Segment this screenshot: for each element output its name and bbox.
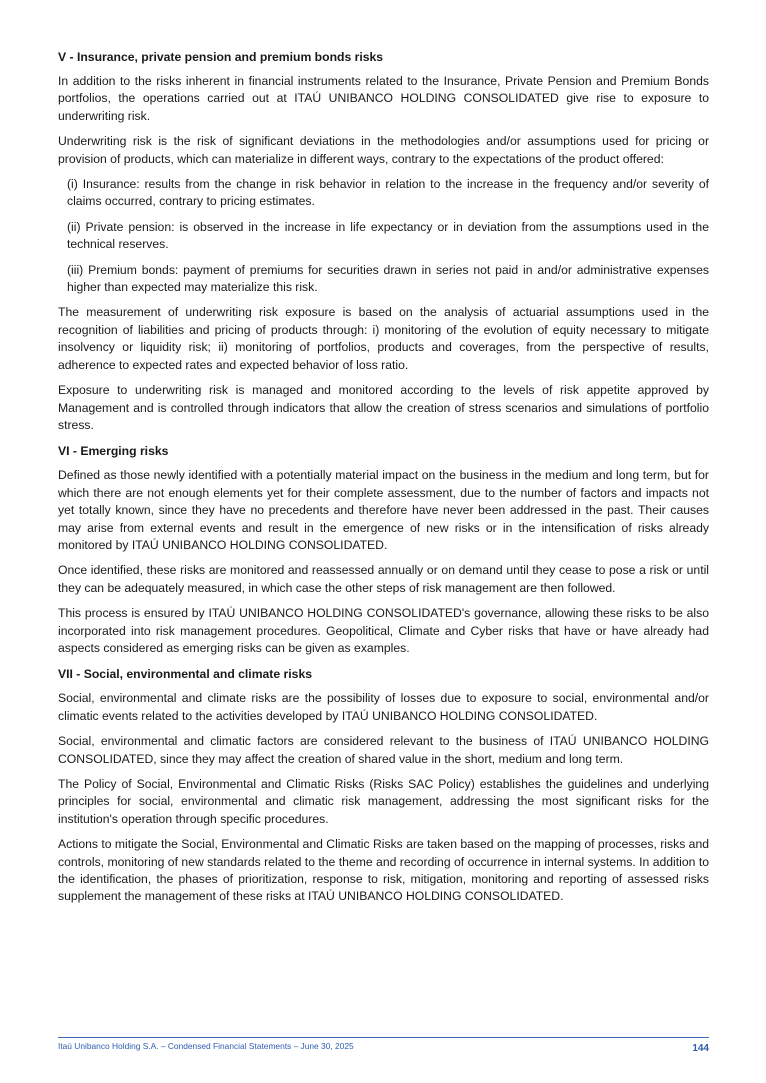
paragraph: Exposure to underwriting risk is managed and monitored according to the levels of risk appetite approved by Management and is controlled through indicators that allow the creation of stress scenarios and simulations of portfolio stress. — [58, 383, 709, 432]
list-item-private-pension: (ii) Private pension: is observed in the increase in life expectancy or in deviation from the assumptions used in the technical reserves. — [67, 219, 709, 252]
list-item-premium-bonds: (iii) Premium bonds: payment of premiums for securities drawn in series not paid in and/or administrative expenses higher than expected may materialize this risk. — [67, 262, 709, 295]
section-heading-emerging-risks: VI - Emerging risks — [58, 444, 169, 459]
paragraph: Once identified, these risks are monitored and reassessed annually or on demand until they cease to pose a risk or until they can be adequately measured, in which case the other steps of risk management are then followed. — [58, 563, 709, 595]
paragraph: Actions to mitigate the Social, Environmental and Climatic Risks are taken based on the mapping of processes, risks and controls, monitoring of new standards related to the theme and recording of occurrence in internal systems. In addition to the identification, the phases of prioritization, response to risk, mitigation, monitoring and reporting of assessed risks supplement the management of these risks at ITAÚ UNIBANCO HOLDING CONSOLIDATED. — [58, 837, 710, 904]
paragraph: Social, environmental and climate risks are the possibility of losses due to exposure to social, environmental and/or climatic events related to the activities developed by ITAÚ UNIBANCO HOLDING CONSOLIDATED. — [58, 691, 709, 723]
paragraph: The Policy of Social, Environmental and Climatic Risks (Risks SAC Policy) establishes the guidelines and underlying principles for social, environmental and climatic risk management, addressing the most significant risks for the institution's operation through specific procedures. — [58, 777, 709, 826]
page-number: 144 — [692, 1043, 709, 1054]
document-body — [58, 48, 709, 914]
list-item-insurance: (i) Insurance: results from the change in risk behavior in relation to the increase in the frequency and/or severity of claims occurred, contrary to pricing estimates. — [67, 177, 709, 209]
page-footer — [58, 1037, 709, 1054]
paragraph: This process is ensured by ITAÚ UNIBANCO HOLDING CONSOLIDATED's governance, allowing these risks to be also incorporated into risk management procedures. Geopolitical, Climate and Cyber risks that have or have already had aspects considered as emerging risks can be given as examples. — [58, 606, 709, 655]
paragraph: The measurement of underwriting risk exposure is based on the analysis of actuarial assumptions used in the recognition of liabilities and pricing of products through: i) monitoring of the evolution of equity necessary to mitigate insolvency or liquidity risk; ii) monitoring of portfolios, products and coverages, from the perspective of results, adherence to expected rates and expected behavior of loss ratio. — [58, 305, 709, 372]
paragraph: Defined as those newly identified with a potentially material impact on the business in the medium and long term, but for which there are not enough elements yet for their complete assessment, due to the number of factors and impacts not yet totally known, since they have no precedents and therefore have never been addressed in the past. Their causes may arise from external events and result in the emergence of new risks or in the intensification of risks already monitored by ITAÚ UNIBANCO HOLDING CONSOLIDATED. — [58, 468, 709, 552]
paragraph: In addition to the risks inherent in financial instruments related to the Insurance, Private Pension and Premium Bonds portfolios, the operations carried out at ITAÚ UNIBANCO HOLDING CONSOLIDATED give rise to exposure to underwriting risk. — [58, 74, 709, 123]
footer-document-title: Itaú Unibanco Holding S.A. – Condensed Financial Statements – June 30, 2025 — [58, 1041, 354, 1051]
paragraph: Underwriting risk is the risk of significant deviations in the methodologies and/or assumptions used for pricing or provision of products, which can materialize in different ways, contrary to the expectations of the product offered: — [58, 134, 709, 166]
section-heading-social-environmental-climate-risks: VII - Social, environmental and climate risks — [58, 667, 312, 682]
paragraph: Social, environmental and climatic factors are considered relevant to the business of ITAÚ UNIBANCO HOLDING CONSOLIDATED, since they may affect the creation of shared value in the short, medium and long term. — [58, 734, 709, 766]
section-heading-insurance-risks: V - Insurance, private pension and premium bonds risks — [58, 50, 384, 64]
